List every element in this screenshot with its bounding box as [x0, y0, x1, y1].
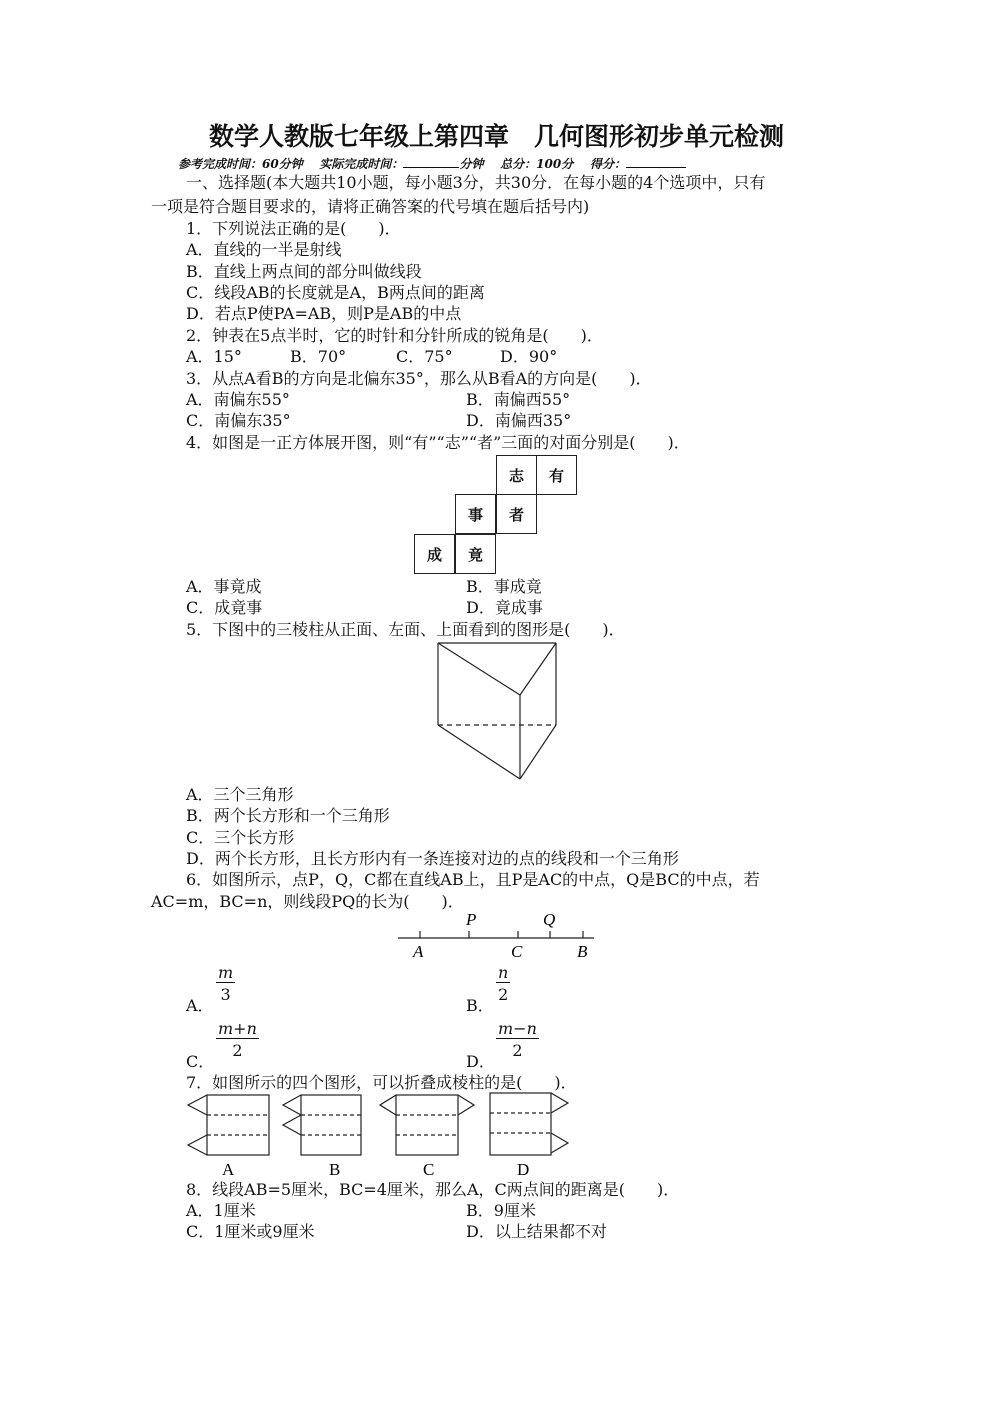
point-label-q: Q — [543, 910, 556, 929]
q6-stem: 6．如图所示，点P，Q，C都在直线AB上，且P是AC的中点，Q是BC的中点，若 — [186, 870, 760, 889]
total-score: 总分：100分 — [500, 157, 574, 171]
net-figure-d — [490, 1093, 568, 1155]
net-figure-c — [380, 1095, 474, 1155]
point-label-p: P — [466, 910, 477, 929]
q6-option-b-label: B． — [466, 996, 494, 1015]
q8-option-b[interactable]: B．9厘米 — [466, 1201, 536, 1220]
q8-option-a[interactable]: A．1厘米 — [186, 1201, 256, 1220]
q3-stem: 3．从点A看B的方向是北偏东35°，那么从B看A的方向是( )． — [186, 369, 652, 388]
q5-option-c[interactable]: C．三个长方形 — [186, 828, 295, 847]
fraction-denominator: 2 — [498, 985, 509, 1004]
q2-option-b[interactable]: B．70° — [290, 347, 347, 366]
q5-option-d[interactable]: D．两个长方形，且长方形内有一条连接对边的点的线段和一个三角形 — [186, 849, 679, 868]
fraction-numerator: m — [218, 963, 234, 982]
page-title: 数学人教版七年级上第四章 几何图形初步单元检测 — [208, 122, 784, 151]
net-face-cheng: 成 — [414, 534, 455, 574]
actual-time-label: 实际完成时间： — [319, 157, 404, 171]
fraction-denominator: 2 — [232, 1041, 243, 1060]
net-label-d[interactable]: D — [517, 1160, 530, 1179]
q1-stem: 1．下列说法正确的是( )． — [186, 219, 401, 238]
q7-stem: 7．如图所示的四个图形，可以折叠成棱柱的是( )． — [186, 1073, 577, 1092]
q6-option-a-label: A． — [186, 996, 214, 1015]
q4-option-d[interactable]: D．竟成事 — [466, 598, 543, 617]
ref-time: 参考完成时间：60分钟 — [178, 157, 303, 171]
net-face-zhi: 志 — [496, 455, 537, 495]
q2-option-d[interactable]: D．90° — [500, 347, 558, 366]
section-heading-line2: 一项是符合题目要求的，请将正确答案的代号填在题后括号内) — [151, 197, 590, 216]
q3-option-a[interactable]: A．南偏东55° — [186, 390, 290, 409]
q3-option-c[interactable]: C．南偏东35° — [186, 411, 291, 430]
net-figure-b — [283, 1095, 361, 1155]
q5-stem: 5．下图中的三棱柱从正面、左面、上面看到的图形是( )． — [186, 620, 625, 639]
q1-option-b[interactable]: B．直线上两点间的部分叫做线段 — [186, 262, 422, 281]
q4-option-c[interactable]: C．成竟事 — [186, 598, 263, 617]
q1-option-c[interactable]: C．线段AB的长度就是A，B两点间的距离 — [186, 283, 485, 302]
fraction-denominator: 3 — [220, 985, 231, 1004]
q2-stem: 2．钟表在5点半时，它的时针和分针所成的锐角是( )． — [186, 326, 603, 345]
q6-option-c-label: C． — [186, 1052, 215, 1071]
q6-stem-line2: AC=m，BC=n，则线段PQ的长为( )． — [151, 892, 464, 911]
q2-option-a[interactable]: A．15° — [186, 347, 242, 366]
q3-option-d[interactable]: D．南偏西35° — [466, 411, 572, 430]
net-face-you: 有 — [536, 455, 577, 495]
section-heading-line1: 一、选择题(本大题共10小题，每小题3分，共30分．在每小题的4个选项中，只有 — [186, 173, 766, 192]
fraction-numerator: m−n — [498, 1019, 537, 1038]
net-figure-a — [188, 1095, 269, 1155]
point-label-a: A — [413, 942, 424, 961]
net-face-jing: 竟 — [455, 534, 496, 574]
net-label-c[interactable]: C — [423, 1160, 435, 1179]
q4-stem: 4．如图是一正方体展开图，则“有”“志”“者”三面的对面分别是( )． — [186, 433, 690, 452]
q4-option-b[interactable]: B．事成竟 — [466, 577, 542, 596]
net-face-shi: 事 — [455, 494, 496, 534]
q1-option-d[interactable]: D．若点P使PA=AB，则P是AB的中点 — [186, 304, 462, 323]
q4-option-a[interactable]: A．事竟成 — [186, 577, 262, 596]
q8-option-c[interactable]: C．1厘米或9厘米 — [186, 1222, 315, 1241]
q3-option-b[interactable]: B．南偏西55° — [466, 390, 571, 409]
q8-option-d[interactable]: D．以上结果都不对 — [466, 1222, 607, 1241]
q2-option-c[interactable]: C．75° — [396, 347, 453, 366]
net-face-zhe: 者 — [496, 494, 537, 534]
point-label-b: B — [577, 942, 588, 961]
score-label: 得分： — [589, 157, 626, 171]
point-label-c: C — [511, 942, 523, 961]
q1-option-a[interactable]: A．直线的一半是射线 — [186, 240, 342, 259]
fraction-numerator: n — [498, 963, 509, 982]
q5-option-b[interactable]: B．两个长方形和一个三角形 — [186, 806, 390, 825]
fraction-numerator: m+n — [218, 1019, 257, 1038]
q5-option-a[interactable]: A．三个三角形 — [186, 785, 294, 804]
net-label-a[interactable]: A — [222, 1160, 235, 1179]
fraction-denominator: 2 — [512, 1041, 523, 1060]
net-label-b[interactable]: B — [329, 1160, 341, 1179]
q6-option-d-label: D． — [466, 1052, 495, 1071]
actual-time-unit: 分钟 — [459, 157, 484, 171]
q8-stem: 8．线段AB=5厘米，BC=4厘米，那么A，C两点间的距离是( )． — [186, 1180, 680, 1199]
